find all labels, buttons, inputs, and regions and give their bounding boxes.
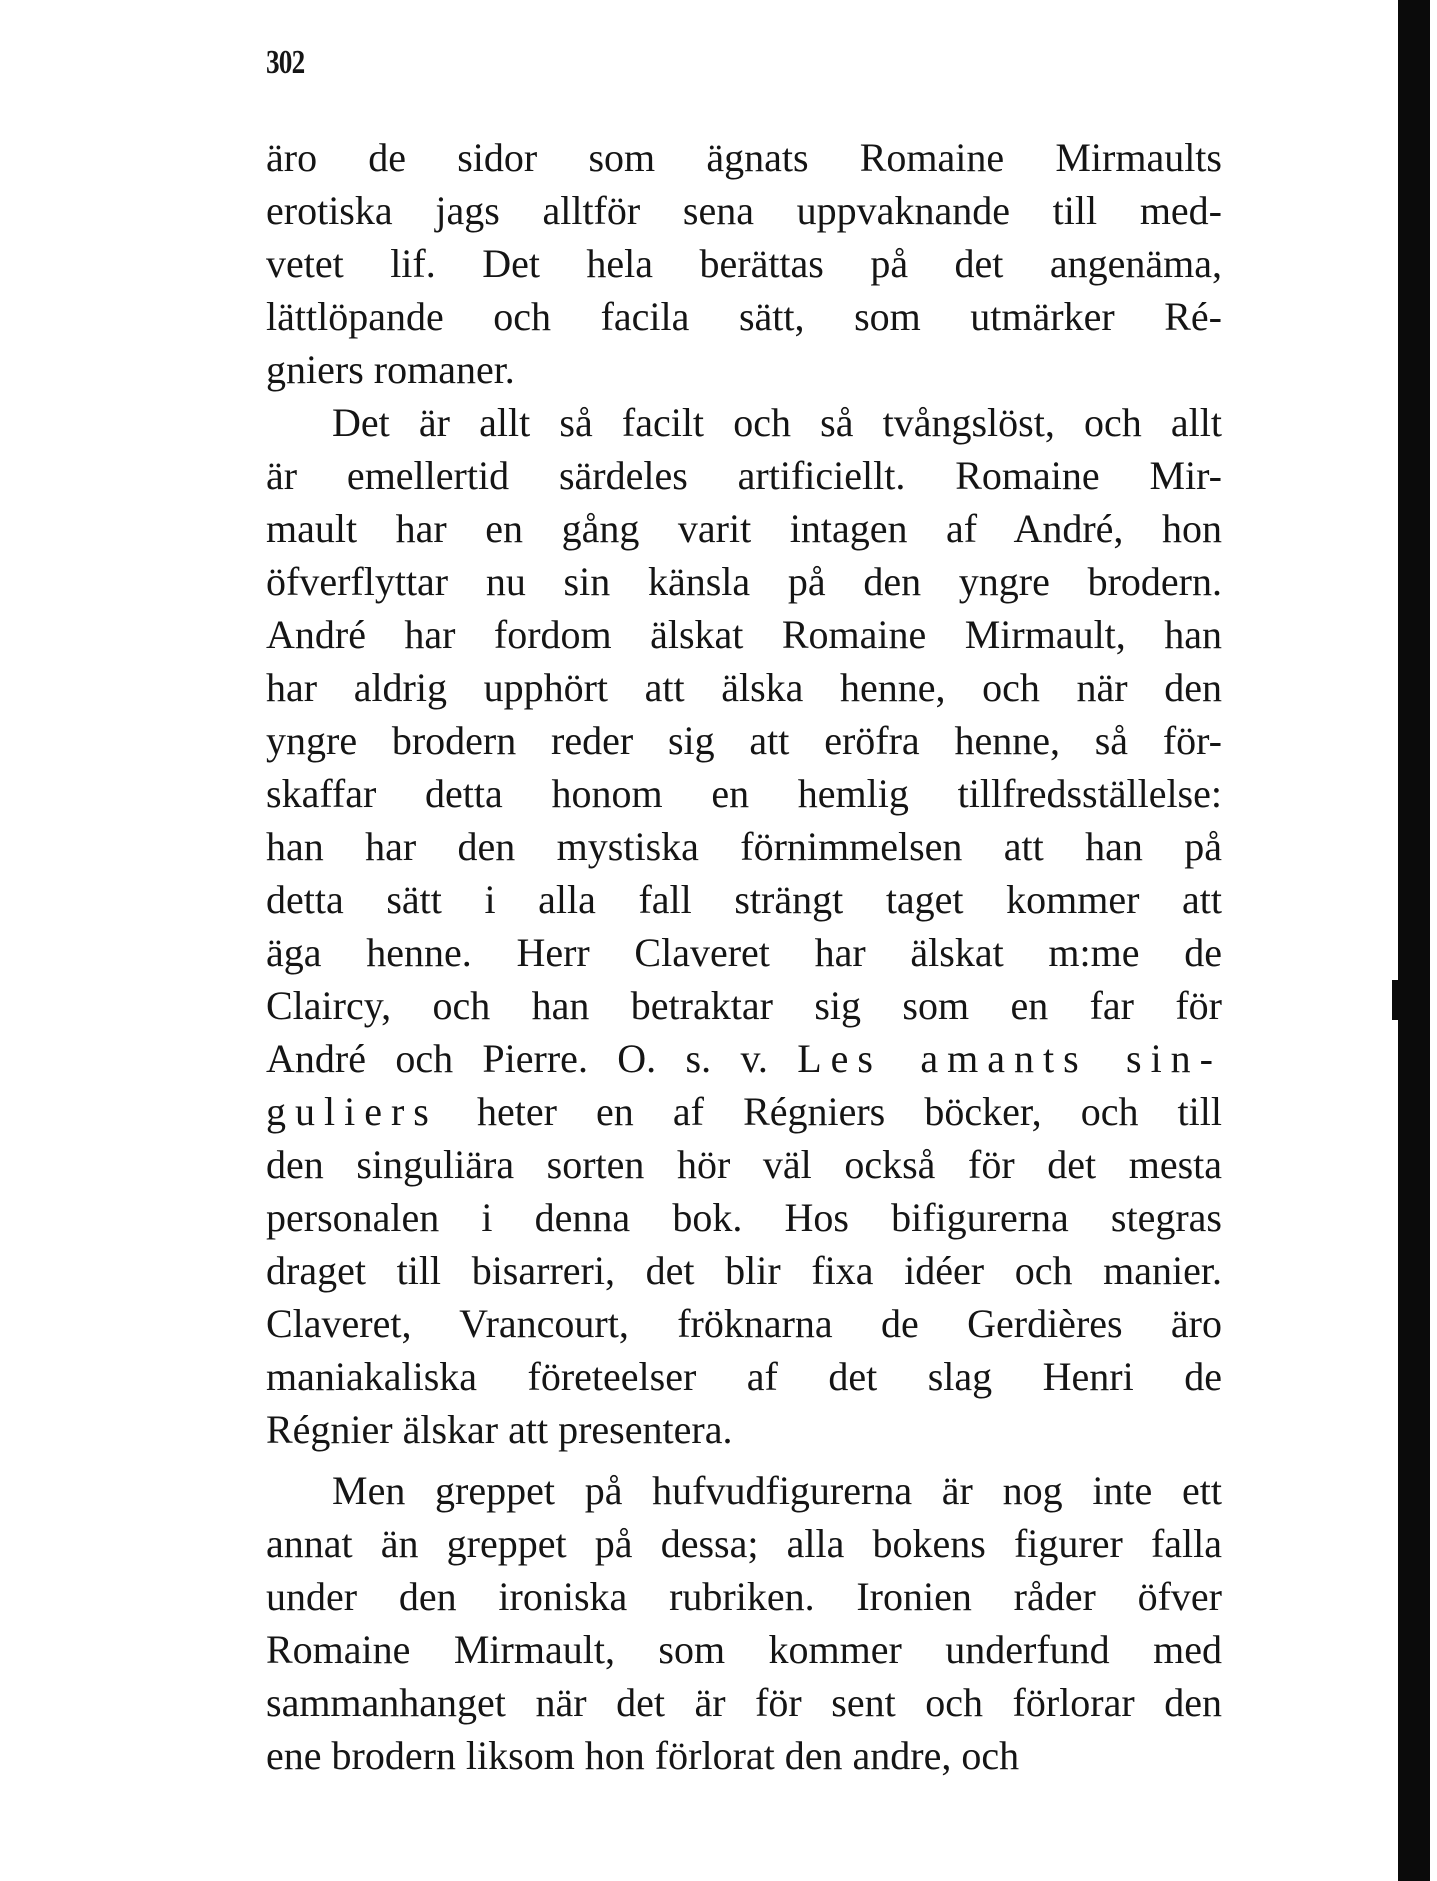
text-line: ene brodern liksom hon förlorat den andre, och bbox=[266, 1733, 1020, 1778]
text-line: äga henne. Herr Claveret har älskat m:me de bbox=[266, 930, 1222, 975]
text-line: Det är allt så facilt och så tvångslöst, och allt bbox=[332, 400, 1222, 445]
text-line: Romaine Mirmault, som kommer underfund med bbox=[266, 1627, 1222, 1672]
text-line: Régnier älskar att presentera. bbox=[266, 1407, 733, 1452]
scan-edge-mark bbox=[1392, 980, 1400, 1020]
text-line: personalen i denna bok. Hos bifigurerna stegras bbox=[266, 1195, 1222, 1240]
text-line: maniakaliska företeelser af det slag Henri de bbox=[266, 1354, 1222, 1399]
text-line: Men greppet på hufvudfigurerna är nog inte ett bbox=[332, 1468, 1222, 1513]
paragraph-1 bbox=[266, 131, 1222, 396]
text-line: Claircy, och han betraktar sig som en far för bbox=[266, 983, 1222, 1028]
text-line: han har den mystiska förnimmelsen att han på bbox=[266, 824, 1222, 869]
text-line: draget till bisarreri, det blir fixa idéer och manier. bbox=[266, 1248, 1222, 1293]
text-line: detta sätt i alla fall strängt taget kommer att bbox=[266, 877, 1222, 922]
text-line: är emellertid särdeles artificiellt. Romaine Mir- bbox=[266, 453, 1222, 498]
text-line: den singuliära sorten hör väl också för det mesta bbox=[266, 1142, 1222, 1187]
text-line: André har fordom älskat Romaine Mirmault, han bbox=[266, 612, 1222, 657]
text-line: Claveret, Vrancourt, fröknarna de Gerdières äro bbox=[266, 1301, 1222, 1346]
emphasized-title: Les amants sin- bbox=[797, 1036, 1223, 1081]
text-line: lättlöpande och facila sätt, som utmärker Ré- bbox=[266, 294, 1222, 339]
text-line: yngre brodern reder sig att eröfra henne, så för- bbox=[266, 718, 1222, 763]
text-line: skaffar detta honom en hemlig tillfredsställelse: bbox=[266, 771, 1222, 816]
text-line: guliers heter en af Régniers böcker, och till bbox=[266, 1089, 1222, 1134]
paragraph-2 bbox=[266, 396, 1222, 1456]
text-line: öfverflyttar nu sin känsla på den yngre brodern. bbox=[266, 559, 1222, 604]
text-line: äro de sidor som ägnats Romaine Mirmaults bbox=[266, 135, 1222, 180]
text-line: mault har en gång varit intagen af André, hon bbox=[266, 506, 1222, 551]
paragraph-3 bbox=[266, 1464, 1222, 1782]
text-line: erotiska jags alltför sena uppvaknande till med- bbox=[266, 188, 1222, 233]
text-line: vetet lif. Det hela berättas på det angenäma, bbox=[266, 241, 1222, 286]
scan-edge-shadow bbox=[1398, 0, 1430, 1881]
text-line: sammanhanget när det är för sent och förlorar den bbox=[266, 1680, 1222, 1725]
text-line: under den ironiska rubriken. Ironien råder öfver bbox=[266, 1574, 1222, 1619]
text-line: annat än greppet på dessa; alla bokens figurer falla bbox=[266, 1521, 1222, 1566]
text-line: gniers romaner. bbox=[266, 347, 515, 392]
emphasized-title: guliers bbox=[266, 1089, 438, 1134]
text-line: har aldrig upphört att älska henne, och när den bbox=[266, 665, 1222, 710]
text-line: André och Pierre. O. s. v. Les amants sin- bbox=[266, 1036, 1223, 1081]
page-number: 302 bbox=[266, 44, 305, 81]
